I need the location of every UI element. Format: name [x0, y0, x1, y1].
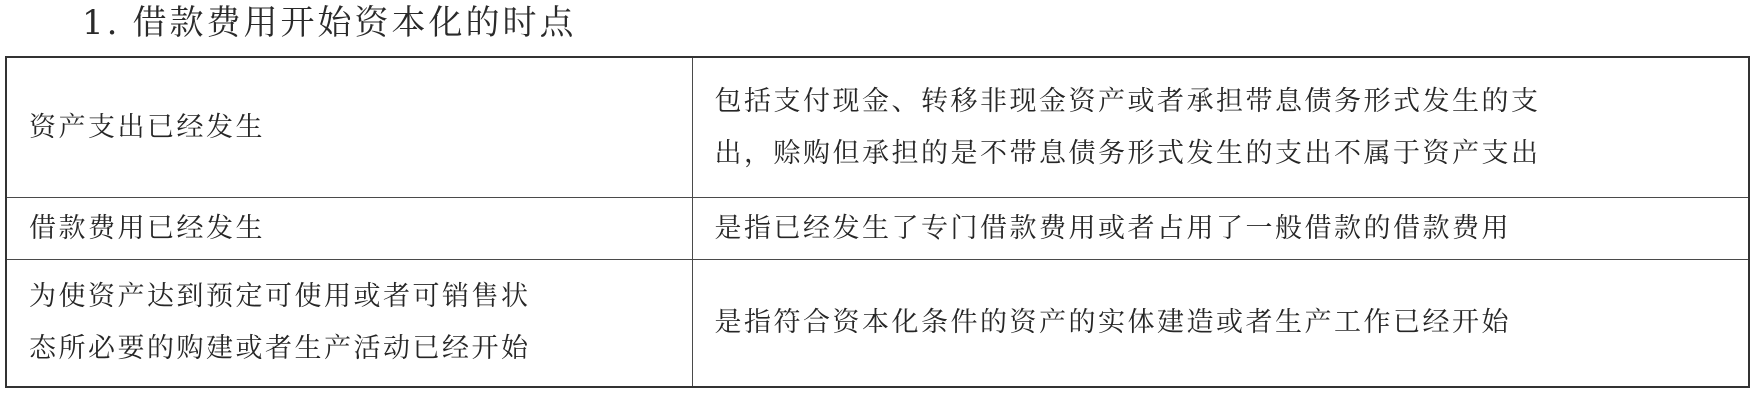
section-heading	[82, 0, 576, 46]
condition-text: 借款费用已经发生	[29, 212, 265, 244]
condition-text: 资产支出已经发生	[29, 111, 265, 143]
table-row	[6, 260, 1749, 388]
explanation-cell	[692, 260, 1749, 388]
explanation-cell	[692, 198, 1749, 260]
condition-line: 态所必要的购建或者生产活动已经开始	[29, 333, 531, 364]
section-title: 借款费用开始资本化的时点	[132, 3, 577, 43]
explanation-line: 是指符合资本化条件的资产的实体建造或者生产工作已经开始	[714, 307, 1511, 338]
explanation-cell	[692, 57, 1749, 198]
explanation-line: 出，赊购但承担的是不带息债务形式发生的支出不属于资产支出	[714, 137, 1541, 169]
capitalization-conditions-table	[5, 56, 1750, 388]
condition-cell	[6, 198, 692, 260]
condition-line: 为使资产达到预定可使用或者可销售状	[29, 281, 531, 312]
section-number: 1.	[82, 3, 121, 43]
explanation-line: 包括支付现金、转移非现金资产或者承担带息债务形式发生的支	[714, 85, 1541, 117]
table-row	[6, 57, 1749, 198]
condition-cell	[6, 57, 692, 198]
condition-cell	[6, 260, 692, 388]
table-row	[6, 198, 1749, 260]
explanation-line: 是指已经发生了专门借款费用或者占用了一般借款的借款费用	[714, 212, 1511, 244]
